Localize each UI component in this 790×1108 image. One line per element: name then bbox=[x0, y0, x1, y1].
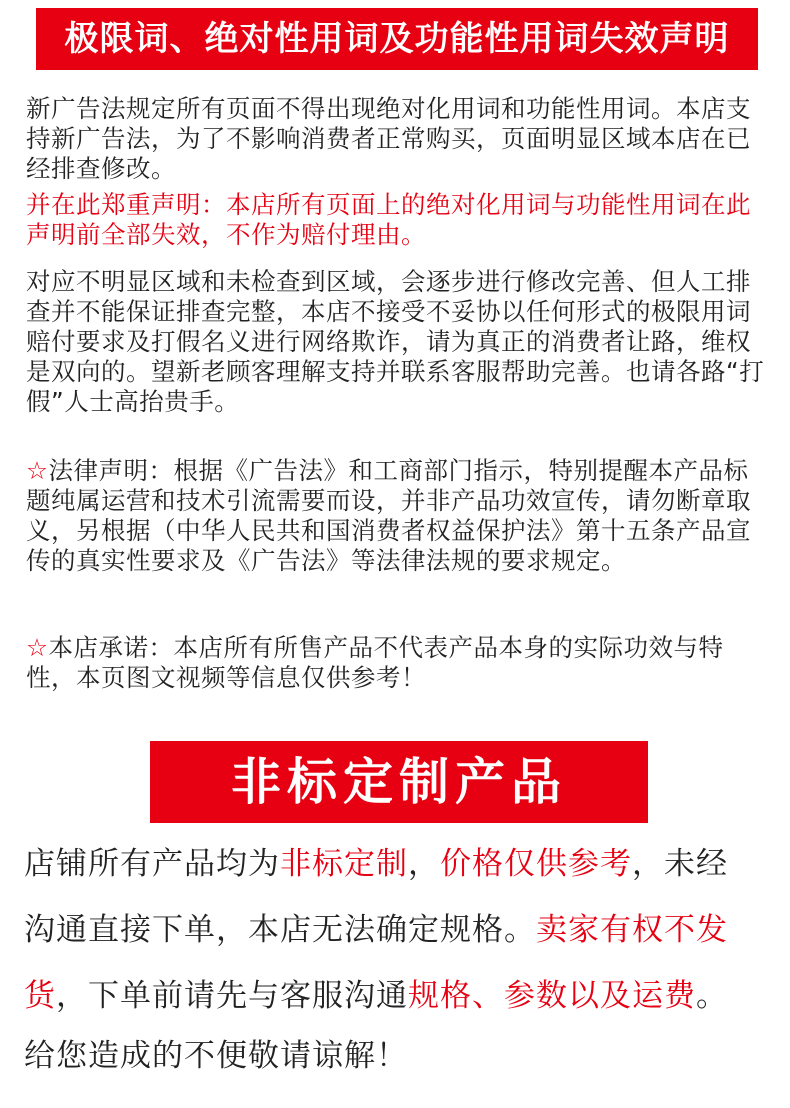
solemn-declaration bbox=[26, 190, 766, 250]
star-icon: ☆ bbox=[26, 456, 49, 485]
highlight-text: 规格、参数以及运费 bbox=[408, 978, 696, 1014]
legal-statement bbox=[26, 456, 766, 576]
store-commitment bbox=[26, 633, 766, 693]
notice-paragraph-inspection: 对应不明显区域和未检查到区域，会逐步进行修改完善、但人工排查并不能保证排查完整，本店不接受不妥协以任何形式的极限用词赔付要求及打假名义进行网络欺诈，请为真正的消费者让路，维权是双向的。望新老顾客理解支持并联系客服帮助完善。也请各路“打假”人士高抬贵手。 bbox=[26, 267, 765, 416]
declaration-text: 并在此郑重声明：本店所有页面上的绝对化用词与功能性用词在此声明前全部失效，不作为赔付理由。 bbox=[26, 190, 751, 249]
highlight-text: 卖家有权不发 bbox=[536, 912, 728, 948]
custom-notice-line-4: 给您造成的不便敬请谅解！ bbox=[24, 1038, 408, 1074]
text: ，下单前请先与客服沟通 bbox=[56, 978, 408, 1014]
notice-paragraph-ad-law: 新广告法规定所有页面不得出现绝对化用词和功能性用词。本店支持新广告法，为了不影响消费者正常购买，页面明显区域本店在已经排查修改。 bbox=[26, 94, 751, 183]
custom-product-banner: 非标定制产品 bbox=[150, 741, 648, 823]
custom-notice-line-1 bbox=[24, 834, 774, 894]
text: 店铺所有产品均为 bbox=[24, 846, 280, 882]
store-commitment-text: 本店承诺：本店所有所售产品不代表产品本身的实际功效与特性，本页图文视频等信息仅供参考！ bbox=[26, 633, 724, 692]
text: ， bbox=[408, 846, 440, 882]
custom-notice-line-3 bbox=[24, 966, 774, 1026]
legal-statement-text: 法律声明：根据《广告法》和工商部门指示，特别提醒本产品标题纯属运营和技术引流需要而设，并非产品功效宣传，请勿断章取义，另根据（中华人民共和国消费者权益保护法》第十五条产品宣传的真实性要求及《广告法》等法律法规的要求规定。 bbox=[26, 456, 751, 575]
highlight-text: 非标定制 bbox=[280, 846, 408, 882]
highlight-text: 价格仅供参考 bbox=[440, 846, 632, 882]
text: 沟通直接下单，本店无法确定规格。 bbox=[24, 912, 536, 948]
star-icon: ☆ bbox=[26, 633, 49, 662]
custom-notice-line-2 bbox=[24, 900, 774, 960]
title-banner: 极限词、绝对性用词及功能性用词失效声明 bbox=[36, 8, 758, 70]
text: 。 bbox=[696, 978, 728, 1014]
text: ，未经 bbox=[632, 846, 728, 882]
highlight-text: 货 bbox=[24, 978, 56, 1014]
